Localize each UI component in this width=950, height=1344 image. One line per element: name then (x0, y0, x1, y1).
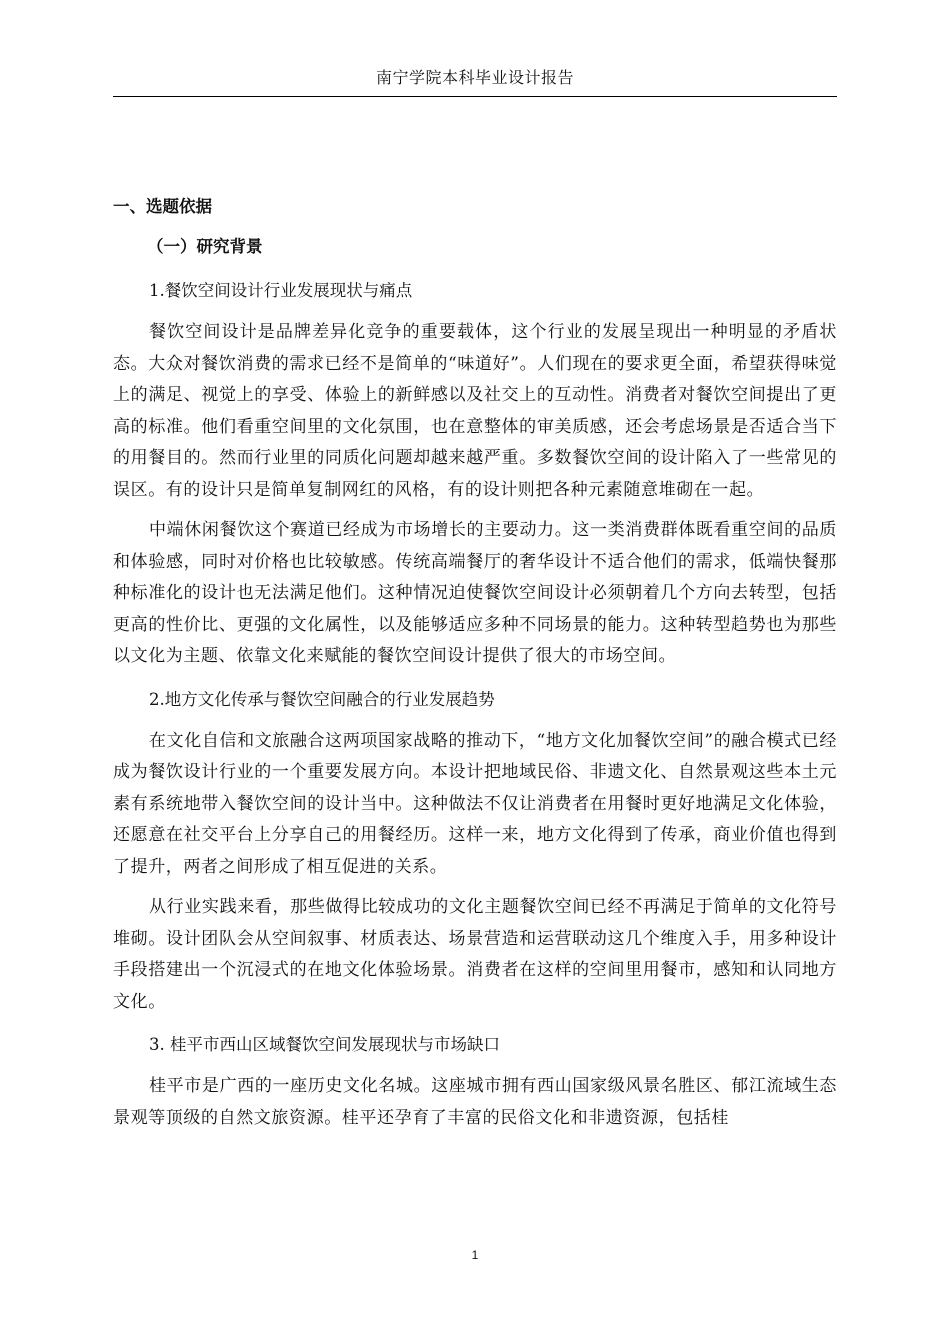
page-number: 1 (471, 1248, 479, 1262)
page-header: 南宁学院本科毕业设计报告 (375, 68, 574, 87)
paragraph: 餐饮空间设计是品牌差异化竞争的重要载体，这个行业的发展呈现出一种明显的矛盾状态。大众对餐饮消费的需求已经不是简单的“味道好”。人们现在的要求更全面，希望获得味觉上的满足、视觉上的享受、体验上的新鲜感以及社交上的互动性。消费者对餐饮空间提出了更高的标准。他们看重空间里的文化氛围，也在意整体的审美质感，还会考虑场景是否适合当下的用餐目的。然而行业里的同质化问题却越来越严重。多数餐饮空间的设计陷入了一些常见的误区。有的设计只是简单复制网红的风格，有的设计则把各种元素随意堆砌在一起。 (113, 322, 837, 500)
topic-heading: 1.餐饮空间设计行业发展现状与痛点 (149, 281, 413, 300)
topic-heading: 2.地方文化传承与餐饮空间融合的行业发展趋势 (149, 689, 495, 709)
paragraph: 桂平市是广西的一座历史文化名城。这座城市拥有西山国家级风景名胜区、郁江流域生态景观等顶级的自然文旅资源。桂平还孕育了丰富的民俗文化和非遗资源，包括桂 (113, 1076, 837, 1128)
subsection-heading: （一）研究背景 (147, 237, 263, 256)
paragraph: 中端休闲餐饮这个赛道已经成为市场增长的主要动力。这一类消费群体既看重空间的品质和体验感，同时对价格也比较敏感。传统高端餐厅的奢华设计不适合他们的需求，低端快餐那种标准化的设计也无法满足他们。这种情况迫使餐饮空间设计必须朝着几个方向去转型，包括更高的性价比、更强的文化属性，以及能够适应多种不同场景的能力。这种转型趋势也为那些以文化为主题、依靠文化来赋能的餐饮空间设计提供了很大的市场空间。 (113, 520, 837, 666)
document-body (113, 189, 837, 1143)
paragraph: 在文化自信和文旅融合这两项国家战略的推动下，“地方文化加餐饮空间”的融合模式已经成为餐饮设计行业的一个重要发展方向。本设计把地域民俗、非遗文化、自然景观这些本土元素有系统地带入餐饮空间的设计当中。这种做法不仅让消费者在用餐时更好地满足文化体验，还愿意在社交平台上分享自己的用餐经历。这样一来，地方文化得到了传承，商业价值也得到了提升，两者之间形成了相互促进的关系。 (113, 730, 837, 877)
header-divider (113, 96, 837, 97)
topic-heading: 3. 桂平市西山区域餐饮空间发展现状与市场缺口 (149, 1035, 500, 1054)
paragraph: 从行业实践来看，那些做得比较成功的文化主题餐饮空间已经不再满足于简单的文化符号堆砌。设计团队会从空间叙事、材质表达、场景营造和运营联动这几个维度入手，用多种设计手段搭建出一个沉浸式的在地文化体验场景。消费者在这样的空间里用餐市，感知和认同地方文化。 (113, 897, 837, 1012)
section-heading: 一、选题依据 (113, 197, 212, 216)
